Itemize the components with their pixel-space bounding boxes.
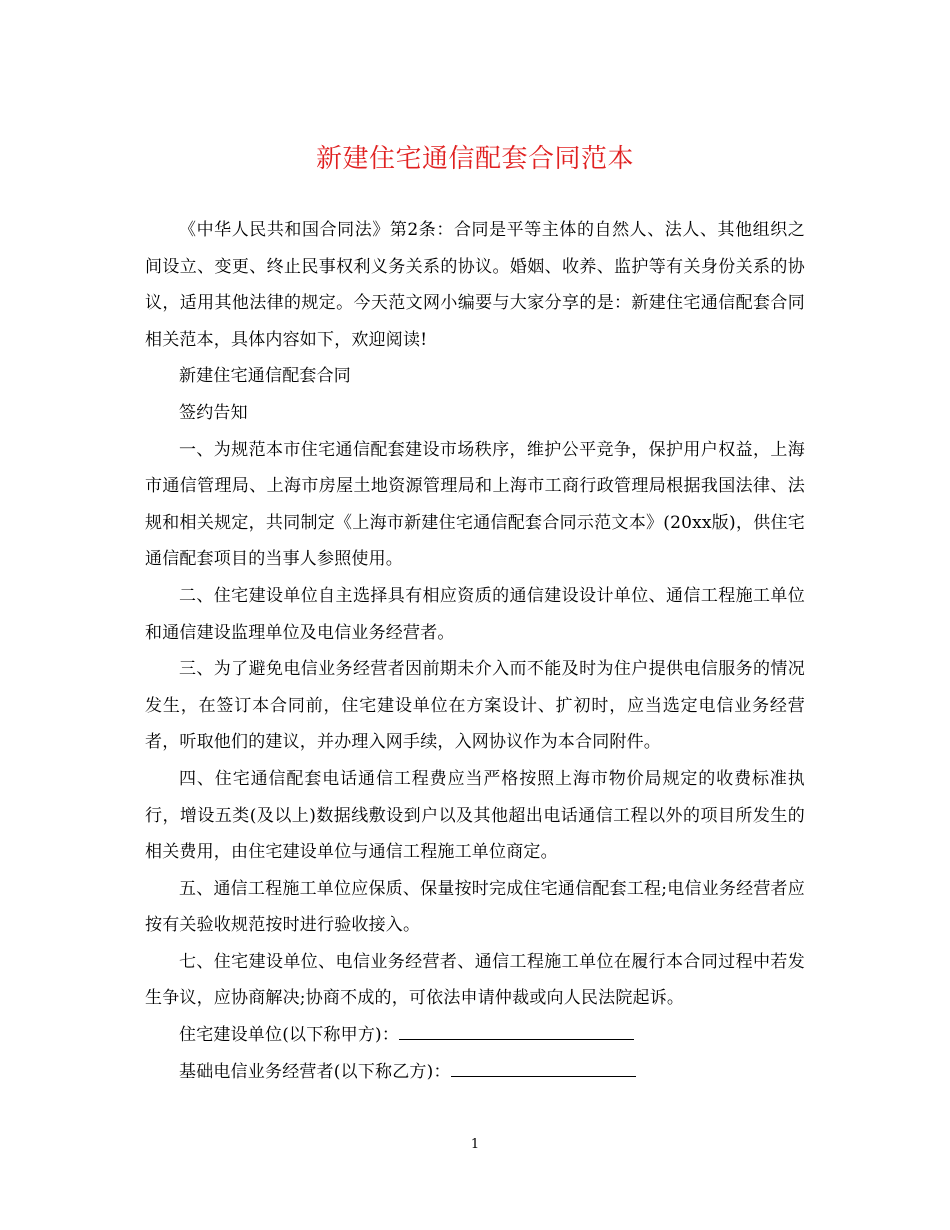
clause-paragraph: 二、住宅建设单位自主选择具有相应资质的通信建设设计单位、通信工程施工单位和通信建设监理单位及电信业务经营者。 <box>145 585 805 643</box>
clause-paragraph: 三、为了避免电信业务经营者因前期未介入而不能及时为住户提供电信服务的情况发生，在签订本合同前，住宅建设单位在方案设计、扩初时，应当选定电信业务经营者，听取他们的建议，并办理入网手续，入网协议作为本合同附件。 <box>145 659 805 753</box>
party-b-line <box>145 1054 805 1091</box>
clause-paragraph: 四、住宅通信配套电话通信工程费应当严格按照上海市物价局规定的收费标准执行，增设五类(及以上)数据线敷设到户以及其他超出电话通信工程以外的项目所发生的相关费用，由住宅建设单位与通信工程施工单位商定。 <box>145 768 805 863</box>
party-b-signature-blank <box>451 1056 636 1077</box>
clause-paragraph: 五、通信工程施工单位应保质、保量按时完成住宅通信配套工程;电信业务经营者应按有关验收规范按时进行验收接入。 <box>145 878 805 936</box>
party-a-line <box>145 1017 805 1054</box>
clause-paragraph: 七、住宅建设单位、电信业务经营者、通信工程施工单位在履行本合同过程中若发生争议，应协商解决;协商不成的，可依法申请仲裁或向人民法院起诉。 <box>145 951 805 1009</box>
contract-name-heading: 新建住宅通信配套合同 <box>179 366 351 387</box>
document-body <box>145 212 805 1090</box>
intro-paragraph: 《中华人民共和国合同法》第2条：合同是平等主体的自然人、法人、其他组织之间设立、变更、终止民事权利义务关系的协议。婚姻、收养、监护等有关身份关系的协议，适用其他法律的规定。今天范文网小编要与大家分享的是：新建住宅通信配套合同相关范本，具体内容如下，欢迎阅读! <box>145 220 805 350</box>
signing-notice-heading: 签约告知 <box>179 402 248 423</box>
clause-paragraph: 一、为规范本市住宅通信配套建设市场秩序，维护公平竞争，保护用户权益，上海市通信管理局、上海市房屋土地资源管理局和上海市工商行政管理局根据我国法律、法规和相关规定，共同制定《上海市新建住宅通信配套合同示范文本》(20xx版)，供住宅通信配套项目的当事人参照使用。 <box>145 439 805 570</box>
party-a-label: 住宅建设单位(以下称甲方)： <box>179 1025 400 1046</box>
document-title: 新建住宅通信配套合同范本 <box>315 144 634 174</box>
party-b-label: 基础电信业务经营者(以下称乙方)： <box>179 1061 451 1082</box>
party-a-signature-blank <box>399 1019 634 1040</box>
page-number: 1 <box>470 1137 480 1152</box>
